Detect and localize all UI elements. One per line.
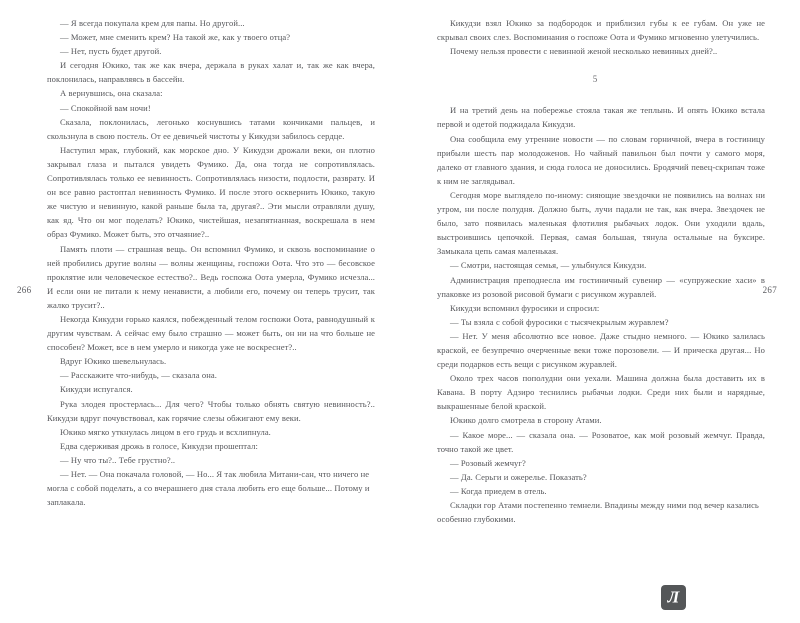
paragraph: — Да. Серьги и ожерелье. Показать? bbox=[450, 471, 587, 482]
paragraph: Наступил мрак, глубокий, как морское дно. У Кикудзи дрожали веки, он плотно закрывал глаза и пытался увидеть Фумико. Да, она тогда не сопротивлялась. Сопротивлялась только ее невинность. Сопротивлялась низости, подлости, разврату. И он все равно растоптал невинность Фумико. И после этого осквернить Юкико, такую же чистую и невинную, какой раньше была та, другая?.. Эти мысли отравляли душу, как яд. Что он мог поделать? Юкико, чистейшая, незапятнанная, воскрешала в нем образ Фумико. Может быть, это отчаяние?.. bbox=[47, 144, 375, 240]
paragraph: — Спокойной вам ночи! bbox=[60, 102, 151, 113]
paragraph: — Нет, пусть будет другой. bbox=[60, 46, 162, 57]
paragraph: Администрация преподнесла им гостиничный сувенир — «супружеские хаси» в упаковке из розовой рисовой бумаги с рисунком журавлей. bbox=[437, 274, 765, 299]
paragraph: Почему нельзя провести с невинной женой несколько невинных дней?.. bbox=[450, 46, 718, 57]
paragraph: Складки гор Атами постепенно темнели. Впадины между ними под вечер казались особенно глубокими. bbox=[437, 500, 759, 525]
right-page-body-text-before-section bbox=[437, 16, 765, 58]
paragraph: Рука злодея простерлась... Для чего? Чтобы только обнять святую невинность?.. Кикудзи вдруг почувствовал, как горячие слезы обжигают ему веки. bbox=[47, 398, 375, 423]
paragraph: — Нет. У меня абсолютно все новое. Даже стыдно немного. — Юкико залилась краской, ее безупречно очерченные веки тоже порозовели. — И прическа другая... Но среди подарков есть вещи с рисунком журавлей. bbox=[437, 330, 765, 370]
paragraph: — Ты взяла с собой фуросики с тысячекрылым журавлем? bbox=[450, 316, 669, 327]
paragraph: — Может, мне сменить крем? На такой же, как у твоего отца? bbox=[60, 32, 291, 43]
paragraph: Сказала, поклонилась, легонько коснувшись татами кончиками пальцев, и скользнула в свою постель. От ее девичьей чистоты у Кикудзи забилось сердце. bbox=[47, 116, 375, 141]
paragraph: — Смотри, настоящая семья, — улыбнулся Кикудзи. bbox=[450, 260, 647, 271]
paragraph: — Нет. — Она покачала головой, — Но... Я так любила Митани-сан, что ничего не могла с собой поделать, а со вчерашнего дня стала любить его еще больше... Потому и заплакала. bbox=[47, 469, 370, 508]
right-page-body-text-after-section bbox=[437, 103, 765, 526]
paragraph: Едва сдерживая дрожь в голосе, Кикудзи прошептал: bbox=[60, 440, 258, 451]
paragraph: Около трех часов пополудни они уехали. Машина должна была доставить их в Кавана. В порту Адзиро теснились рыбачьи лодки. Среди них были и нарядные, выкрашенные белой краской. bbox=[437, 373, 765, 412]
paragraph: Сегодня море выглядело по-иному: сияющие звездочки не появились на волнах ни утром, ни после полудня. Должно быть, лучи падали не так, как вчера. Звездочек не было, зато появилась маленькая флотилия рыбачьих лодок. Они уходили вдаль, выстроившись цепочкой. Первая, самая большая, тянула остальные на буксире. Замыкала цепь самая маленькая. bbox=[437, 189, 765, 257]
watermark-letter-glyph: Л bbox=[667, 587, 680, 607]
paragraph: Юкико мягко уткнулась лицом в его грудь и всхлипнула. bbox=[60, 426, 271, 437]
left-page-body-text bbox=[47, 16, 375, 509]
paragraph: Она сообщила ему утренние новости — по словам горничной, вчера в гостиницу прибыли шесть пар молодоженов. Но чайный павильон был почти у самого моря, далеко от главного здания, и сюда голоса не доносились. Бродячий певец-скрипач тоже к ним не заглядывал. bbox=[437, 133, 765, 186]
paragraph: Кикудзи взял Юкико за подбородок и приблизил губы к ее губам. Он уже не скрывал своих слез. Воспоминания о госпоже Оота и Фумико мгновенно улетучились. bbox=[437, 18, 765, 43]
paragraph: Некогда Кикудзи горько каялся, побежденный телом госпожи Оота, равнодушный к другим чувствам. А сейчас ему было страшно — может быть, он ни на что больше не способен? Может, все в нем умерло и никогда уже не воскреснет?.. bbox=[47, 313, 375, 353]
section-number-marker: 5 bbox=[592, 74, 598, 85]
paragraph: Вдруг Юкико шевельнулась. bbox=[60, 356, 167, 367]
paragraph: А вернувшись, она сказала: bbox=[60, 88, 163, 99]
page-number-left: 266 bbox=[17, 285, 32, 295]
paragraph: И на третий день на побережье стояла такая же теплынь. И опять Юкико встала первой и одетой поджидала Кикудзи. bbox=[437, 105, 765, 130]
paragraph: — Ну что ты?.. Тебе грустно?.. bbox=[60, 454, 176, 465]
paragraph: Кикудзи испугался. bbox=[60, 384, 133, 395]
paragraph: — Я всегда покупала крем для папы. Но другой... bbox=[60, 18, 245, 28]
left-page-text-column bbox=[47, 16, 375, 576]
paragraph: — Когда приедем в отель. bbox=[450, 485, 547, 496]
paragraph: И сегодня Юкико, так же как вчера, держала в руках халат и, так же как вчера, поклонилась, направляясь в бассейн. bbox=[47, 60, 375, 85]
paragraph: Память плоти — страшная вещь. Он вспомнил Фумико, и сквозь воспоминание о ней пробились другие волны — волны женщины, госпожи Оота. Что это — бесовское проклятие или человеческое естество?.. Ведь госпожа Оота умерла, Фумико исчезла... И если они не питали к нему ненависти, а любили его, почему он теперь трусит, так жалко трусит?.. bbox=[47, 243, 375, 310]
page-number-right: 267 bbox=[762, 285, 777, 295]
right-page bbox=[400, 0, 800, 623]
paragraph: — Розовый жемчуг? bbox=[450, 457, 526, 468]
paragraph: Кикудзи вспомнил фуросики и спросил: bbox=[450, 302, 600, 313]
paragraph: — Расскажите что-нибудь, — сказала она. bbox=[60, 370, 217, 381]
right-page-text-column bbox=[437, 16, 765, 576]
publisher-watermark-logo bbox=[661, 585, 686, 610]
paragraph: Юкико долго смотрела в сторону Атами. bbox=[450, 415, 602, 426]
paragraph: — Какое море... — сказала она. — Розоватое, как мой розовый жемчуг. Правда, точно такой же цвет. bbox=[437, 429, 765, 454]
